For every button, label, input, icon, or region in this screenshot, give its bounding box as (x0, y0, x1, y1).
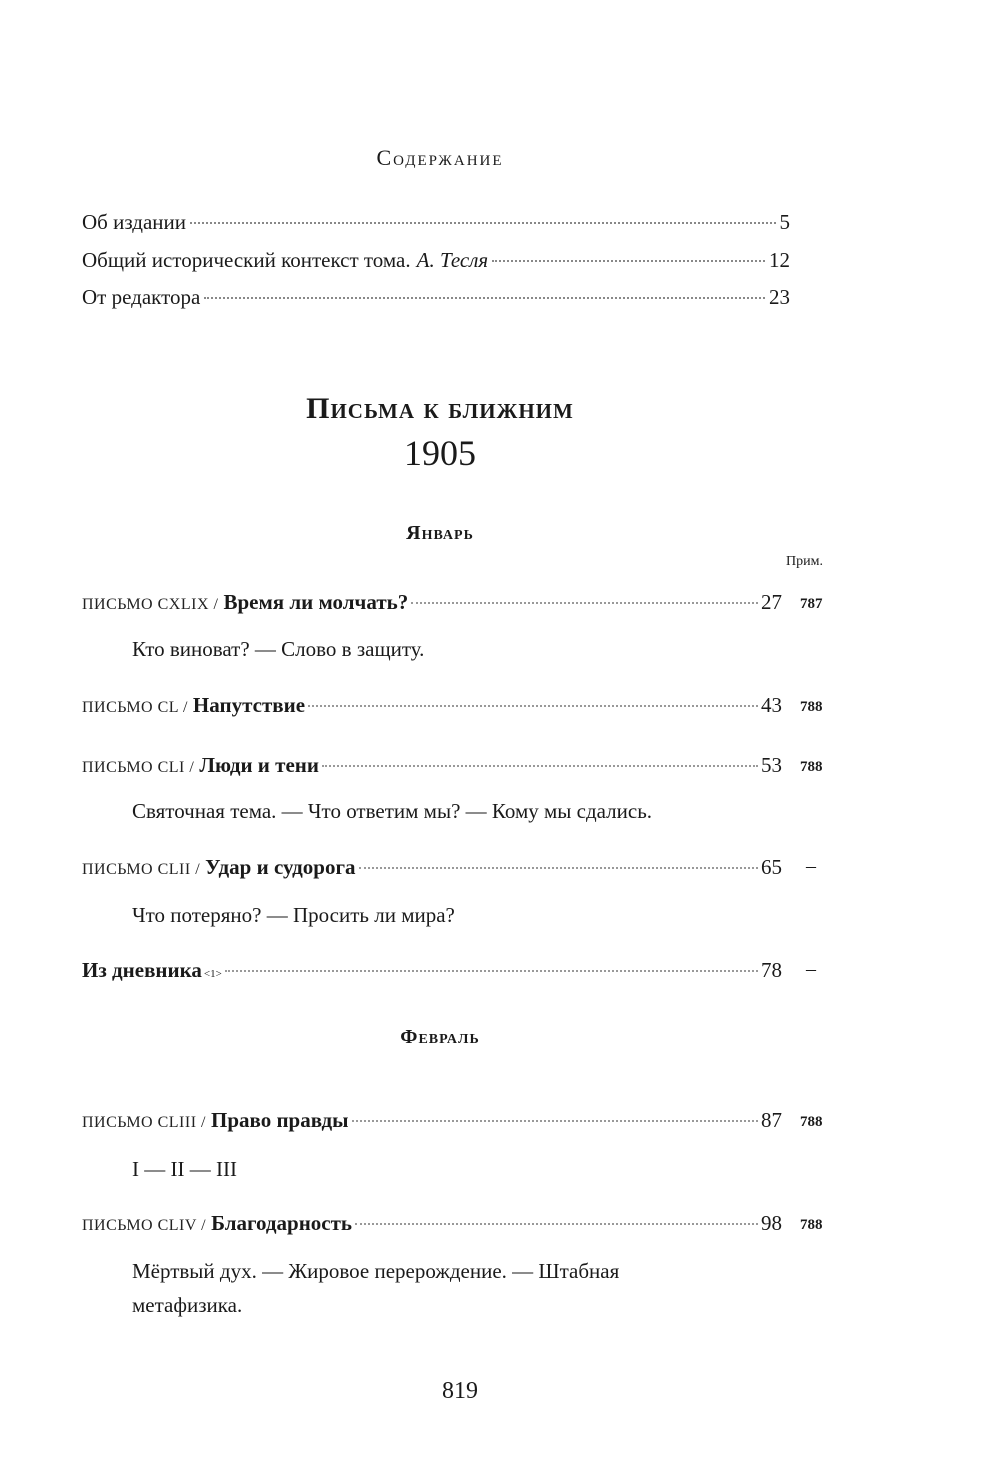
entry-note-page: 788 (800, 1114, 823, 1130)
entry-note-page: – (806, 855, 816, 877)
dot-leader (322, 765, 758, 767)
book-year: 1905 (404, 433, 476, 473)
dot-leader (359, 867, 758, 869)
entry-note-page: 788 (800, 699, 823, 715)
toc-row-front-matter[interactable] (82, 248, 790, 280)
entry-subtitle: Мёртвый дух. — Жировое перерождение. — Штабная метафизика. (132, 1259, 620, 1317)
letter-title: Время ли молчать? (223, 590, 409, 614)
toc-row-front-matter[interactable] (82, 210, 790, 242)
book-title: Письма к ближним (306, 392, 574, 425)
entry-note-page: 787 (800, 596, 823, 612)
dot-leader (492, 260, 765, 262)
letter-label: ПИСЬМО CLII / (82, 861, 201, 878)
letter-label: ПИСЬМО CXLIX / (82, 596, 219, 613)
letter-title: Благодарность (211, 1211, 353, 1235)
letter-label: ПИСЬМО CL / (82, 699, 188, 716)
letter-label: ПИСЬМО CLI / (82, 759, 195, 776)
toc-row-author: А. Тесля (416, 248, 489, 272)
letter-label: ПИСЬМО CLIV / (82, 1217, 207, 1234)
entry-note-page: 788 (800, 759, 823, 775)
toc-row-page: 5 (779, 210, 790, 234)
toc-row-title: От редактора (82, 285, 201, 309)
month-heading-january: Январь (406, 522, 474, 544)
entry-page: 53 (761, 753, 782, 777)
entry-subtitle: I — II — III (132, 1157, 237, 1181)
entry-title: Из дневника (82, 958, 202, 982)
toc-entry[interactable] (82, 958, 782, 990)
toc-entry[interactable] (82, 753, 782, 785)
month-heading-february: Февраль (400, 1026, 480, 1048)
entry-note-page: – (806, 958, 816, 980)
entry-page: 87 (761, 1108, 782, 1132)
contents-heading: Содержание (376, 145, 504, 170)
dot-leader (411, 602, 758, 604)
dot-leader (352, 1120, 758, 1122)
entry-subtitle: Что потеряно? — Просить ли мира? (132, 903, 455, 927)
toc-entry[interactable] (82, 1211, 782, 1243)
dot-leader (190, 222, 776, 224)
letter-title: Люди и тени (199, 753, 319, 777)
toc-row-title: Об издании (82, 210, 186, 234)
entry-page: 27 (761, 590, 782, 614)
toc-entry[interactable] (82, 590, 782, 622)
toc-row-front-matter[interactable] (82, 285, 790, 317)
notes-column-label: Прим. (786, 554, 823, 569)
dot-leader (204, 297, 765, 299)
letter-label: ПИСЬМО CLIII / (82, 1114, 206, 1131)
toc-row-title: Общий исторический контекст тома. (82, 248, 411, 272)
entry-page: 43 (761, 693, 782, 717)
entry-page: 78 (761, 958, 782, 982)
entry-subtitle: Кто виноват? — Слово в защиту. (132, 637, 425, 661)
dot-leader (355, 1223, 758, 1225)
toc-row-page: 12 (769, 248, 790, 272)
toc-entry[interactable] (82, 693, 782, 725)
entry-note-page: 788 (800, 1217, 823, 1233)
entry-page: 65 (761, 855, 782, 879)
entry-footnote-marker: <1> (203, 968, 222, 980)
toc-entry[interactable] (82, 855, 782, 887)
letter-title: Напутствие (192, 693, 306, 717)
toc-row-page: 23 (769, 285, 790, 309)
entry-page: 98 (761, 1211, 782, 1235)
letter-title: Удар и судорога (205, 855, 356, 879)
entry-subtitle: Святочная тема. — Что ответим мы? — Кому мы сдались. (132, 799, 653, 823)
dot-leader (225, 970, 758, 972)
dot-leader (308, 705, 758, 707)
letter-title: Право правды (210, 1108, 349, 1132)
toc-entry[interactable] (82, 1108, 782, 1140)
page-number: 819 (442, 1378, 478, 1404)
